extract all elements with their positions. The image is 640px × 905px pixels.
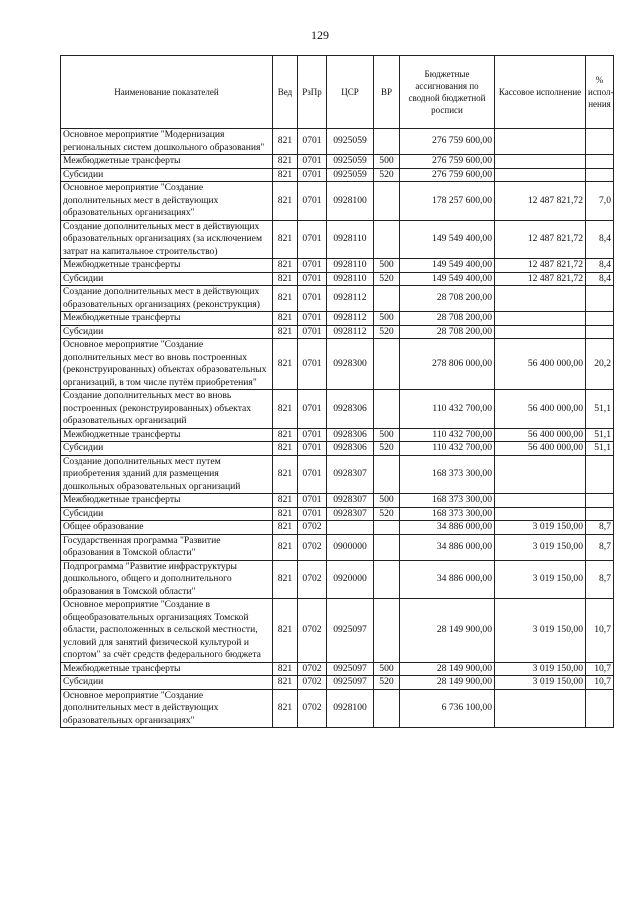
table-row [61,259,614,273]
csr-cell: 0928112 [327,312,374,326]
page-number: 129 [311,28,329,42]
exec-cell [495,286,586,312]
table-row [61,521,614,535]
pct-cell [586,325,614,339]
header-csr: ЦСР [327,56,374,129]
pct-cell: 51,1 [586,390,614,429]
budget-cell: 149 549 400,00 [400,259,495,273]
budget-cell: 28 149 900,00 [400,599,495,663]
rzpr-cell: 0701 [298,325,327,339]
budget-cell: 149 549 400,00 [400,220,495,259]
vr-cell [374,521,400,535]
exec-cell [495,168,586,182]
ved-cell: 821 [273,442,298,456]
vr-cell [374,339,400,390]
rzpr-cell: 0701 [298,129,327,155]
vr-cell: 520 [374,442,400,456]
table-body [61,129,614,728]
vr-cell: 520 [374,325,400,339]
vr-cell: 500 [374,494,400,508]
exec-cell [495,325,586,339]
pct-cell: 10,7 [586,662,614,676]
rzpr-cell: 0701 [298,442,327,456]
table-row [61,155,614,169]
exec-cell: 3 019 150,00 [495,676,586,690]
name-cell: Создание дополнительных мест во вновь построенных (реконструированных) объектах образовательных организаций [61,390,273,429]
csr-cell: 0900000 [327,534,374,560]
exec-cell: 3 019 150,00 [495,662,586,676]
vr-cell [374,129,400,155]
name-cell: Основное мероприятие "Создание дополнительных мест во вновь построенных (реконструированных) объектах образовательных организаций, в том числе путём приобретения" [61,339,273,390]
pct-cell: 51,1 [586,428,614,442]
name-cell: Субсидии [61,168,273,182]
pct-cell [586,286,614,312]
name-cell: Основное мероприятие "Создание дополнительных мест в действующих образовательных организациях" [61,182,273,221]
pct-cell: 8,7 [586,534,614,560]
ved-cell: 821 [273,168,298,182]
exec-cell: 3 019 150,00 [495,534,586,560]
budget-table [60,55,614,728]
vr-cell: 520 [374,507,400,521]
rzpr-cell: 0701 [298,182,327,221]
ved-cell: 821 [273,259,298,273]
name-cell: Основное мероприятие "Создание дополнительных мест в действующих образовательных организациях" [61,689,273,728]
vr-cell: 520 [374,676,400,690]
csr-cell: 0928110 [327,272,374,286]
budget-cell: 28 708 200,00 [400,312,495,326]
table-row [61,390,614,429]
pct-cell: 10,7 [586,676,614,690]
ved-cell: 821 [273,662,298,676]
pct-cell [586,168,614,182]
rzpr-cell: 0701 [298,494,327,508]
csr-cell: 0925059 [327,155,374,169]
ved-cell: 821 [273,155,298,169]
rzpr-cell: 0701 [298,455,327,494]
vr-cell: 500 [374,428,400,442]
vr-cell [374,560,400,599]
csr-cell: 0925059 [327,129,374,155]
csr-cell: 0928112 [327,286,374,312]
budget-cell: 178 257 600,00 [400,182,495,221]
csr-cell: 0928100 [327,182,374,221]
name-cell: Создание дополнительных мест путем приобретения зданий для размещения дошкольных образовательных организаций [61,455,273,494]
pct-cell: 8,4 [586,272,614,286]
pct-cell: 51,1 [586,442,614,456]
table-row [61,168,614,182]
budget-cell: 34 886 000,00 [400,534,495,560]
exec-cell [495,129,586,155]
name-cell: Межбюджетные трансферты [61,312,273,326]
rzpr-cell: 0701 [298,428,327,442]
exec-cell [495,689,586,728]
name-cell: Основное мероприятие "Модернизация региональных систем дошкольного образования" [61,129,273,155]
budget-cell: 28 149 900,00 [400,662,495,676]
table-row [61,507,614,521]
name-cell: Межбюджетные трансферты [61,259,273,273]
table-row [61,494,614,508]
exec-cell [495,312,586,326]
budget-cell: 28 708 200,00 [400,325,495,339]
name-cell: Основное мероприятие "Создание в общеобразовательных организациях Томской области, расположенных в сельской местности, условий для занятий физической культурой и спортом" за счёт средств федерального бюджета [61,599,273,663]
exec-cell: 56 400 000,00 [495,442,586,456]
vr-cell [374,455,400,494]
rzpr-cell: 0701 [298,339,327,390]
rzpr-cell: 0701 [298,286,327,312]
name-cell: Субсидии [61,507,273,521]
ved-cell: 821 [273,521,298,535]
exec-cell: 56 400 000,00 [495,390,586,429]
table-row [61,676,614,690]
exec-cell [495,155,586,169]
vr-cell: 500 [374,312,400,326]
budget-cell: 168 373 300,00 [400,455,495,494]
csr-cell: 0928300 [327,339,374,390]
name-cell: Межбюджетные трансферты [61,494,273,508]
pct-cell: 8,4 [586,259,614,273]
rzpr-cell: 0701 [298,168,327,182]
exec-cell: 12 487 821,72 [495,259,586,273]
rzpr-cell: 0702 [298,676,327,690]
vr-cell [374,534,400,560]
budget-cell: 168 373 300,00 [400,494,495,508]
table-row [61,662,614,676]
table-row [61,599,614,663]
table-row [61,312,614,326]
ved-cell: 821 [273,129,298,155]
exec-cell: 3 019 150,00 [495,560,586,599]
pct-cell [586,689,614,728]
name-cell: Субсидии [61,325,273,339]
exec-cell: 56 400 000,00 [495,339,586,390]
budget-cell: 110 432 700,00 [400,428,495,442]
name-cell: Субсидии [61,442,273,456]
table-row [61,129,614,155]
ved-cell: 821 [273,560,298,599]
table-row [61,220,614,259]
rzpr-cell: 0701 [298,155,327,169]
pct-cell [586,494,614,508]
budget-cell: 276 759 600,00 [400,155,495,169]
budget-cell: 34 886 000,00 [400,521,495,535]
budget-cell: 276 759 600,00 [400,129,495,155]
pct-cell: 7,0 [586,182,614,221]
exec-cell [495,507,586,521]
header-name: Наименование показателей [61,56,273,129]
header-vr: ВР [374,56,400,129]
vr-cell [374,182,400,221]
pct-cell: 20,2 [586,339,614,390]
header-budget: Бюджетные ассигнования по сводной бюджетной росписи [400,56,495,129]
header-exec: Кассовое исполнение [495,56,586,129]
csr-cell: 0928306 [327,442,374,456]
exec-cell: 12 487 821,72 [495,272,586,286]
ved-cell: 821 [273,455,298,494]
table-row [61,534,614,560]
ved-cell: 821 [273,599,298,663]
table-row [61,325,614,339]
ved-cell: 821 [273,220,298,259]
vr-cell [374,390,400,429]
ved-cell: 821 [273,507,298,521]
ved-cell: 821 [273,689,298,728]
table-row [61,286,614,312]
exec-cell: 56 400 000,00 [495,428,586,442]
exec-cell: 3 019 150,00 [495,599,586,663]
exec-cell: 12 487 821,72 [495,182,586,221]
budget-cell: 149 549 400,00 [400,272,495,286]
rzpr-cell: 0701 [298,272,327,286]
csr-cell: 0928100 [327,689,374,728]
pct-cell [586,507,614,521]
ved-cell: 821 [273,534,298,560]
ved-cell: 821 [273,339,298,390]
csr-cell: 0925097 [327,599,374,663]
name-cell: Создание дополнительных мест в действующих образовательных организациях (за исключением затрат на капитальное строительство) [61,220,273,259]
rzpr-cell: 0701 [298,390,327,429]
csr-cell: 0925059 [327,168,374,182]
rzpr-cell: 0701 [298,507,327,521]
budget-cell: 276 759 600,00 [400,168,495,182]
budget-cell: 34 886 000,00 [400,560,495,599]
rzpr-cell: 0702 [298,521,327,535]
budget-cell: 6 736 100,00 [400,689,495,728]
table-row [61,339,614,390]
csr-cell: 0928307 [327,494,374,508]
ved-cell: 821 [273,286,298,312]
table-row [61,560,614,599]
rzpr-cell: 0701 [298,312,327,326]
name-cell: Государственная программа "Развитие образования в Томской области" [61,534,273,560]
ved-cell: 821 [273,428,298,442]
rzpr-cell: 0702 [298,689,327,728]
vr-cell: 500 [374,662,400,676]
name-cell: Субсидии [61,676,273,690]
name-cell: Межбюджетные трансферты [61,662,273,676]
header-rzpr: РзПр [298,56,327,129]
ved-cell: 821 [273,312,298,326]
vr-cell [374,286,400,312]
vr-cell: 520 [374,168,400,182]
csr-cell: 0928110 [327,220,374,259]
ved-cell: 821 [273,390,298,429]
ved-cell: 821 [273,676,298,690]
vr-cell [374,689,400,728]
pct-cell [586,155,614,169]
rzpr-cell: 0702 [298,534,327,560]
ved-cell: 821 [273,272,298,286]
table-row [61,182,614,221]
exec-cell [495,455,586,494]
budget-cell: 28 708 200,00 [400,286,495,312]
rzpr-cell: 0702 [298,560,327,599]
exec-cell [495,494,586,508]
csr-cell: 0920000 [327,560,374,599]
vr-cell [374,220,400,259]
csr-cell: 0928307 [327,455,374,494]
header-ved: Вед [273,56,298,129]
name-cell: Подпрограмма "Развитие инфраструктуры дошкольного, общего и дополнительного образования в Томской области" [61,560,273,599]
ved-cell: 821 [273,325,298,339]
pct-cell: 8,7 [586,560,614,599]
budget-cell: 110 432 700,00 [400,442,495,456]
csr-cell: 0928110 [327,259,374,273]
rzpr-cell: 0702 [298,599,327,663]
exec-cell: 12 487 821,72 [495,220,586,259]
exec-cell: 3 019 150,00 [495,521,586,535]
table-row [61,455,614,494]
header-pct: % испол-нения [586,56,614,129]
name-cell: Межбюджетные трансферты [61,155,273,169]
table-row [61,428,614,442]
name-cell: Субсидии [61,272,273,286]
vr-cell: 500 [374,259,400,273]
rzpr-cell: 0701 [298,220,327,259]
vr-cell: 520 [374,272,400,286]
name-cell: Общее образование [61,521,273,535]
pct-cell: 10,7 [586,599,614,663]
budget-cell: 28 149 900,00 [400,676,495,690]
pct-cell: 8,4 [586,220,614,259]
rzpr-cell: 0701 [298,259,327,273]
csr-cell: 0928112 [327,325,374,339]
csr-cell [327,521,374,535]
pct-cell [586,129,614,155]
budget-cell: 278 806 000,00 [400,339,495,390]
csr-cell: 0925097 [327,662,374,676]
vr-cell [374,599,400,663]
budget-cell: 110 432 700,00 [400,390,495,429]
table-row [61,689,614,728]
budget-cell: 168 373 300,00 [400,507,495,521]
vr-cell: 500 [374,155,400,169]
csr-cell: 0925097 [327,676,374,690]
csr-cell: 0928306 [327,390,374,429]
csr-cell: 0928307 [327,507,374,521]
table-row [61,442,614,456]
table-row [61,272,614,286]
name-cell: Создание дополнительных мест в действующих образовательных организациях (реконструкция) [61,286,273,312]
name-cell: Межбюджетные трансферты [61,428,273,442]
pct-cell: 8,7 [586,521,614,535]
ved-cell: 821 [273,182,298,221]
rzpr-cell: 0702 [298,662,327,676]
ved-cell: 821 [273,494,298,508]
pct-cell [586,312,614,326]
csr-cell: 0928306 [327,428,374,442]
header-row [61,56,614,129]
pct-cell [586,455,614,494]
